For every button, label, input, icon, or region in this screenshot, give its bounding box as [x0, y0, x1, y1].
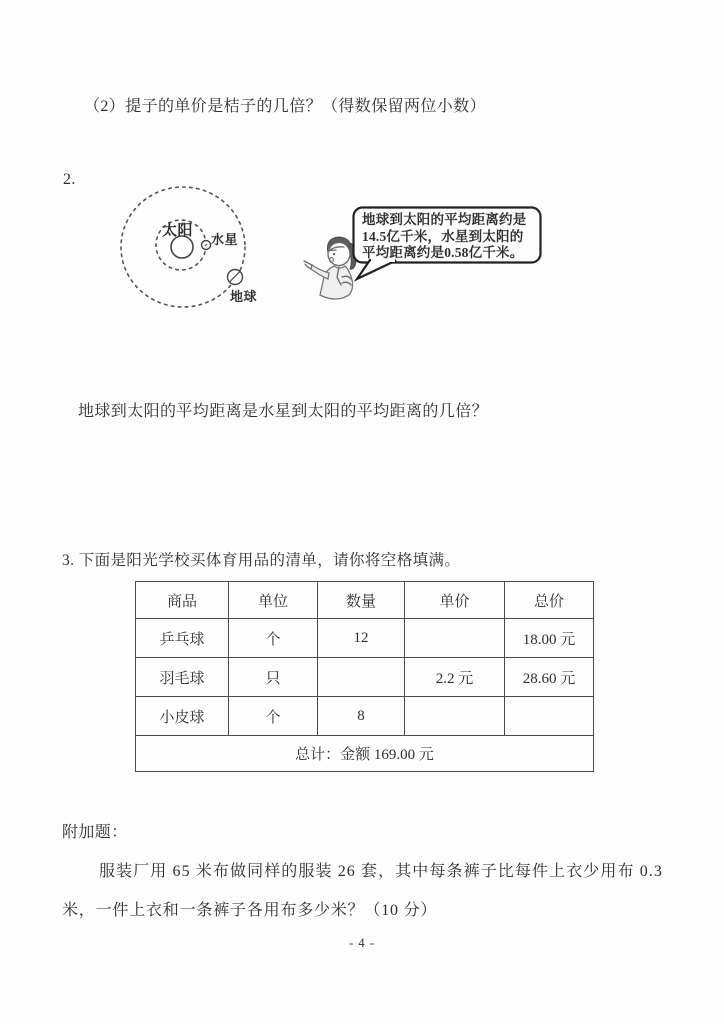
question-3-text: 3. 下面是阳光学校买体育用品的清单，请你将空格填满。: [62, 552, 461, 569]
speech-bubble-line1: 地球到太阳的平均距离约是: [362, 212, 527, 227]
cell-price: 2.2 元: [405, 658, 505, 697]
sun-label: 太阳: [162, 223, 194, 239]
table-header-row: [136, 582, 594, 619]
bonus-question-line1: 服装厂用 65 米布做同样的服装 26 套，其中每条裤子比每件上衣少用布 0.3: [99, 863, 664, 880]
table-footer-row: [136, 736, 594, 772]
page-number: - 4 -: [349, 936, 375, 950]
table-row: [136, 619, 594, 658]
speech-bubble-line3: 平均距离约是0.58亿千米。: [362, 245, 524, 260]
question-2-text: 地球到太阳的平均距离是水星到太阳的平均距离的几倍？: [78, 403, 489, 420]
question-1-2-text: （2）提子的单价是桔子的几倍？（得数保留两位小数）: [84, 98, 487, 115]
mercury-label: 水星: [211, 232, 239, 247]
header-unit: 单位: [229, 582, 318, 619]
cell-unit: 只: [229, 658, 318, 697]
cell-price: [405, 619, 505, 658]
question-2-number: 2.: [63, 171, 76, 188]
bonus-question-label: 附加题：: [62, 824, 128, 841]
cell-total: [505, 697, 594, 736]
cell-price: [405, 697, 505, 736]
cell-quantity: 12: [318, 619, 405, 658]
header-product: 商品: [136, 582, 229, 619]
cell-unit: 个: [229, 619, 318, 658]
speech-bubble-line2: 14.5亿千米，水星到太阳的: [362, 228, 524, 244]
cell-product: 乒乓球: [136, 619, 229, 658]
table-row: [136, 697, 594, 736]
speech-bubble: [352, 206, 544, 284]
cell-quantity: [318, 658, 405, 697]
cell-total: 18.00 元: [505, 619, 594, 658]
header-quantity: 数量: [318, 582, 405, 619]
bonus-question-line2: 米，一件上衣和一条裤子各用布多少米？（10 分）: [62, 902, 438, 919]
header-price: 单价: [405, 582, 505, 619]
earth-label: 地球: [230, 289, 258, 304]
table-total-cell: 总计：金额 169.00 元: [136, 736, 594, 772]
header-total: 总价: [505, 582, 594, 619]
table-row: [136, 658, 594, 697]
cell-product: 羽毛球: [136, 658, 229, 697]
speech-bubble-text: [362, 212, 526, 262]
cell-quantity: 8: [318, 697, 405, 736]
cell-unit: 个: [229, 697, 318, 736]
cell-product: 小皮球: [136, 697, 229, 736]
cell-total: 28.60 元: [505, 658, 594, 697]
shopping-list-table: [135, 581, 594, 772]
